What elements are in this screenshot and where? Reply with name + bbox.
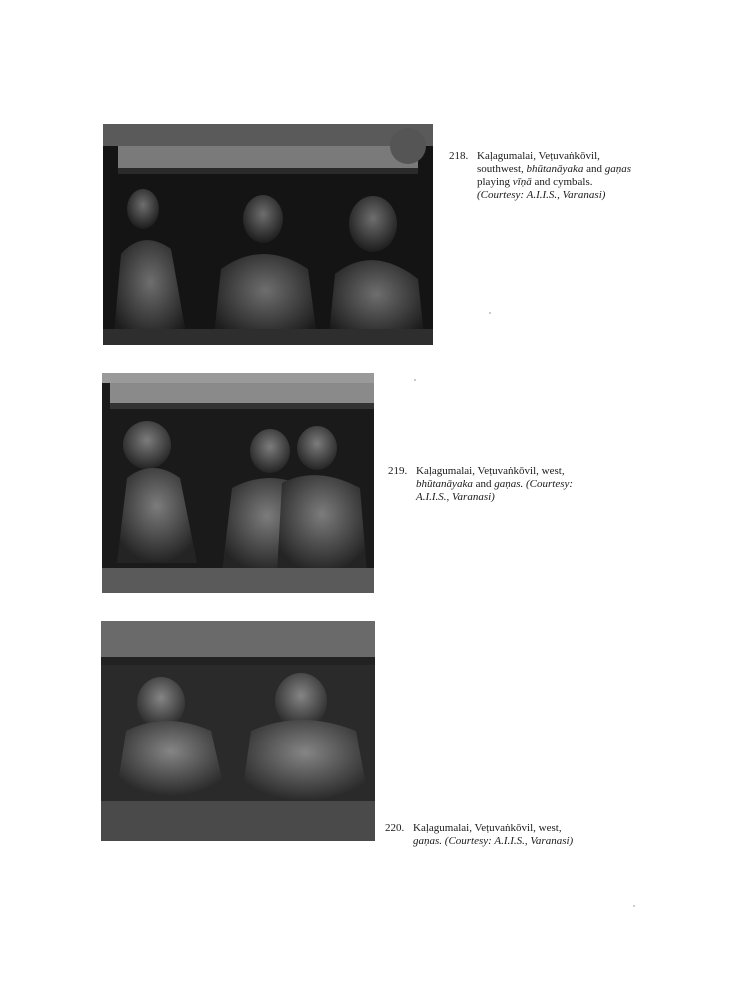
plate-number: 220. (385, 822, 405, 834)
caption-italic-run: bhūtanāyaka (526, 163, 584, 175)
caption-run: and (583, 163, 605, 175)
caption-italic-run: gaṇas (604, 163, 631, 175)
caption-run: and cymbals. (531, 176, 593, 188)
plate-220-photo (101, 621, 375, 841)
plate-number: 218. (449, 150, 469, 162)
caption-run: Kaḷagumalai, Veṭuvaṅkōvil, west, (416, 465, 565, 477)
caption-line (416, 478, 608, 491)
scan-speck (414, 379, 416, 381)
caption-run: and (472, 478, 495, 490)
caption-line (413, 822, 605, 835)
caption-line (477, 176, 649, 189)
caption-line (416, 465, 608, 478)
caption-italic-run: gaṇas. (Courtesy: A.I.I.S., Varanasi) (413, 835, 574, 847)
caption-italic-run: gaṇas. (Courtesy: (494, 478, 574, 490)
caption-run: Kaḷagumalai, Veṭuvaṅkōvil, west, (413, 822, 562, 834)
plate-218-photo (103, 124, 433, 345)
caption-line (413, 835, 605, 848)
caption-italic-run: vīṇā (512, 176, 532, 188)
plate-number: 219. (388, 465, 408, 477)
caption-text (416, 465, 608, 504)
caption-italic-run: bhūtanāyaka (416, 478, 473, 490)
caption-italic-run: A.I.I.S., Varanasi) (416, 491, 495, 503)
plate-218-caption (449, 150, 649, 202)
caption-line (477, 189, 649, 202)
caption-run: southwest, (477, 163, 527, 175)
caption-line (416, 491, 608, 504)
plate-219-photo (102, 373, 374, 593)
scan-speck (489, 312, 491, 314)
caption-line (477, 163, 649, 176)
caption-text (413, 822, 605, 848)
plate-219-caption (388, 465, 608, 504)
caption-text (477, 150, 649, 202)
caption-run: Kaḷagumalai, Veṭuvaṅkōvil, (477, 150, 600, 162)
caption-run: playing (477, 176, 513, 188)
caption-line (477, 150, 649, 163)
scan-speck (633, 905, 635, 907)
plate-220-caption (385, 822, 605, 848)
caption-italic-run: (Courtesy: A.I.I.S., Varanasi) (477, 189, 606, 201)
